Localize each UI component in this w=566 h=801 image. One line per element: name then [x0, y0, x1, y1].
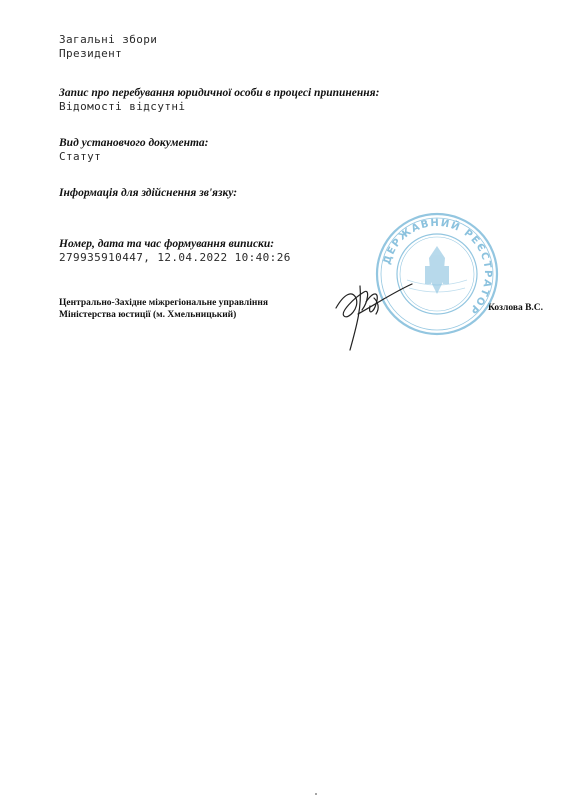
authority-line2: Міністерства юстиції (м. Хмельницький): [59, 310, 237, 320]
contact-label: Інформація для здійснення зв'язку:: [59, 187, 238, 199]
termination-value: Відомості відсутні: [59, 100, 186, 113]
extract-label: Номер, дата та час формування виписки:: [59, 238, 275, 250]
scan-speck: [315, 793, 317, 795]
seal-text: ДЕРЖАВНИЙ РЕЄСТРАТОР: [381, 217, 494, 317]
governance-head: Президент: [59, 47, 123, 60]
founding-document-value: Статут: [59, 150, 102, 163]
extract-value: 279935910447, 12.04.2022 10:40:26: [59, 251, 291, 264]
founding-document-label: Вид установчого документа:: [59, 137, 209, 149]
authority-line1: Центрально-Західне міжрегіональне управління: [59, 298, 268, 308]
termination-label: Запис про перебування юридичної особи в процесі припинення:: [59, 87, 380, 99]
handwritten-signature: [330, 268, 420, 358]
governance-body: Загальні збори: [59, 33, 158, 46]
signer-name: Козлова В.С.: [488, 303, 544, 313]
